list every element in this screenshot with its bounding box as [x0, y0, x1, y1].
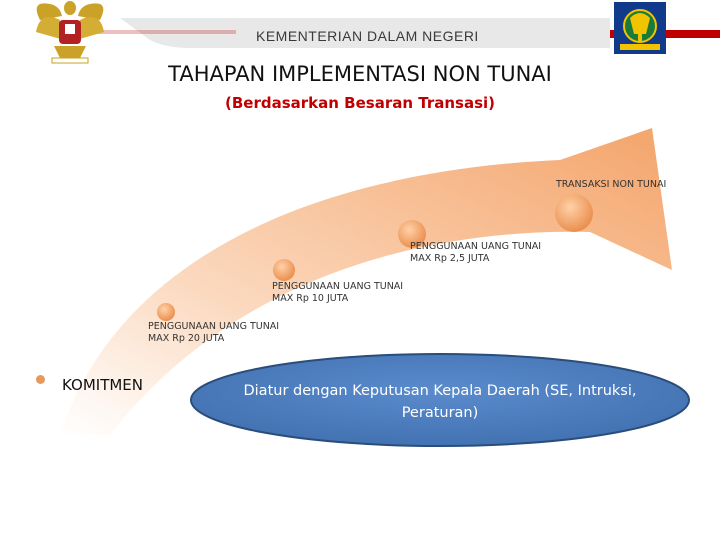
stage-label-1-line2: MAX Rp 20 JUTA — [148, 333, 225, 344]
page-subtitle: (Berdasarkan Besaran Transasi) — [225, 94, 495, 112]
stage-label-3 — [410, 241, 541, 265]
ministry-emblem-icon — [614, 2, 666, 54]
komitmen-label: KOMITMEN — [62, 376, 143, 394]
stage-label-4-line1: TRANSAKSI NON TUNAI — [556, 179, 667, 190]
stage-label-4 — [556, 179, 666, 191]
page-title: TAHAPAN IMPLEMENTASI NON TUNAI — [168, 62, 552, 86]
stage-label-3-line2: MAX Rp 2,5 JUTA — [410, 253, 490, 264]
stage-label-2-line1: PENGGUNAAN UANG TUNAI — [272, 281, 404, 292]
stage-label-2 — [272, 281, 403, 305]
stage-label-3-line1: PENGGUNAAN UANG TUNAI — [410, 241, 542, 252]
garuda-emblem-icon — [36, 1, 104, 63]
stage-dot-4 — [555, 194, 593, 232]
bullet-dot — [36, 375, 45, 384]
ministry-name: KEMENTERIAN DALAM NEGERI — [256, 28, 479, 44]
stage-label-1-line1: PENGGUNAAN UANG TUNAI — [148, 321, 280, 332]
stage-dot-1 — [157, 303, 175, 321]
stage-label-2-line2: MAX Rp 10 JUTA — [272, 293, 349, 304]
callout-text: Diatur dengan Keputusan Kepala Daerah (SE, Intruksi, Peraturan) — [243, 383, 637, 421]
stage-dot-2 — [273, 259, 295, 281]
stage-label-1 — [148, 321, 279, 345]
